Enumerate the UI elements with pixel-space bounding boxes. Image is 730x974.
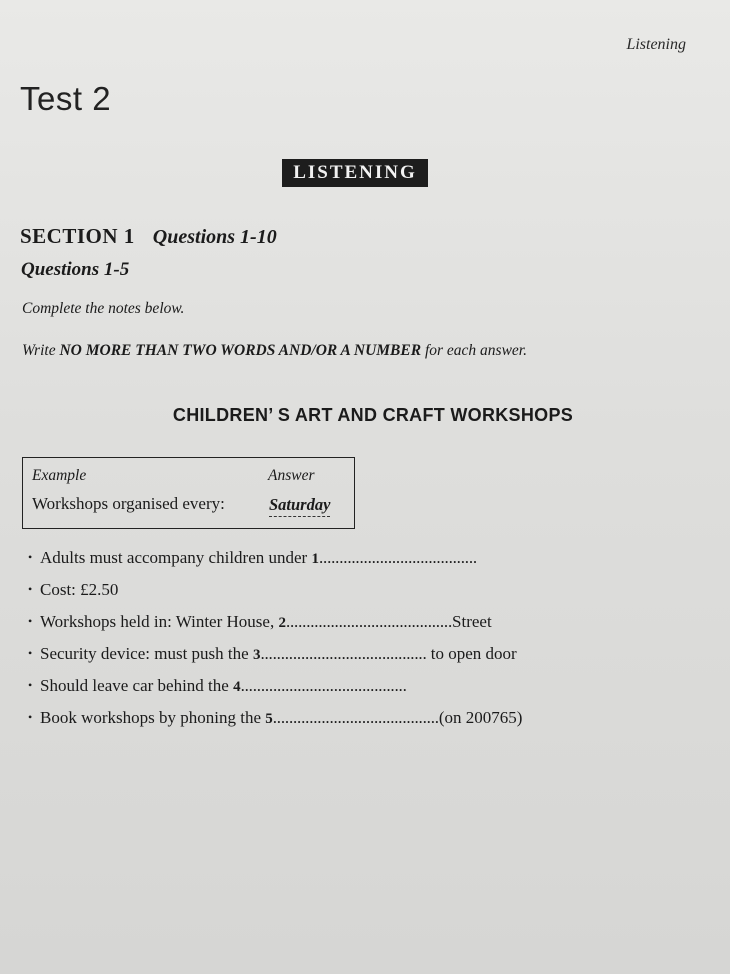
note-text-after: Street bbox=[452, 612, 492, 631]
note-text: Adults must accompany children under bbox=[40, 548, 312, 567]
bullet-icon: • bbox=[28, 678, 33, 692]
example-prompt: Workshops organised every: bbox=[32, 494, 225, 513]
note-text: Should leave car behind the bbox=[40, 676, 234, 695]
question-number: 3 bbox=[252, 647, 261, 663]
answer-blank[interactable]: ......................................... bbox=[260, 644, 427, 663]
note-item bbox=[28, 706, 522, 738]
example-answer: Saturday bbox=[269, 495, 330, 517]
running-head: Listening bbox=[626, 36, 686, 53]
instruction-prefix: Write bbox=[22, 342, 60, 359]
note-item bbox=[28, 546, 522, 578]
answer-label: Answer bbox=[268, 467, 315, 484]
listening-banner: LISTENING bbox=[282, 159, 428, 187]
bullet-icon: • bbox=[28, 710, 33, 724]
bullet-icon: • bbox=[28, 582, 33, 596]
note-text: Security device: must push the bbox=[40, 644, 253, 663]
answer-blank[interactable]: ......................................... bbox=[272, 708, 439, 727]
note-item bbox=[28, 610, 522, 642]
question-number: 4 bbox=[233, 679, 241, 695]
question-number: 5 bbox=[265, 711, 273, 727]
instruction-suffix: for each answer. bbox=[421, 342, 527, 359]
answer-blank[interactable]: ......................................... bbox=[285, 612, 453, 631]
note-text: Workshops held in: Winter House, bbox=[40, 612, 279, 631]
notes-list bbox=[28, 546, 522, 738]
subsection-questions-range: Questions 1-5 bbox=[21, 259, 130, 280]
test-title: Test 2 bbox=[20, 80, 112, 117]
example-label: Example bbox=[32, 467, 87, 484]
note-text: Book workshops by phoning the bbox=[40, 708, 266, 727]
section-questions-range: Questions 1-10 bbox=[152, 226, 277, 248]
note-item bbox=[28, 674, 522, 706]
bullet-icon: • bbox=[28, 614, 33, 628]
instruction-complete: Complete the notes below. bbox=[22, 300, 185, 317]
question-number: 2 bbox=[278, 615, 286, 631]
note-item bbox=[28, 578, 522, 610]
note-text: Cost: £2.50 bbox=[40, 580, 119, 599]
example-box bbox=[22, 457, 355, 529]
bullet-icon: • bbox=[28, 550, 33, 564]
note-item bbox=[28, 642, 522, 674]
bullet-icon: • bbox=[28, 646, 33, 660]
section-label: SECTION 1 bbox=[20, 224, 135, 248]
note-text-after: to open door bbox=[426, 644, 517, 663]
section-heading bbox=[20, 224, 277, 249]
answer-blank[interactable]: ....................................... bbox=[318, 548, 477, 567]
question-number: 1 bbox=[311, 551, 319, 567]
instruction-word-limit-emphasis: NO MORE THAN TWO WORDS AND/OR A NUMBER bbox=[59, 342, 422, 359]
answer-blank[interactable]: ......................................... bbox=[240, 676, 407, 695]
note-text-after: (on 200765) bbox=[438, 708, 523, 727]
instruction-word-limit bbox=[22, 342, 527, 360]
notes-title: CHILDREN’ S ART AND CRAFT WORKSHOPS bbox=[172, 405, 574, 425]
